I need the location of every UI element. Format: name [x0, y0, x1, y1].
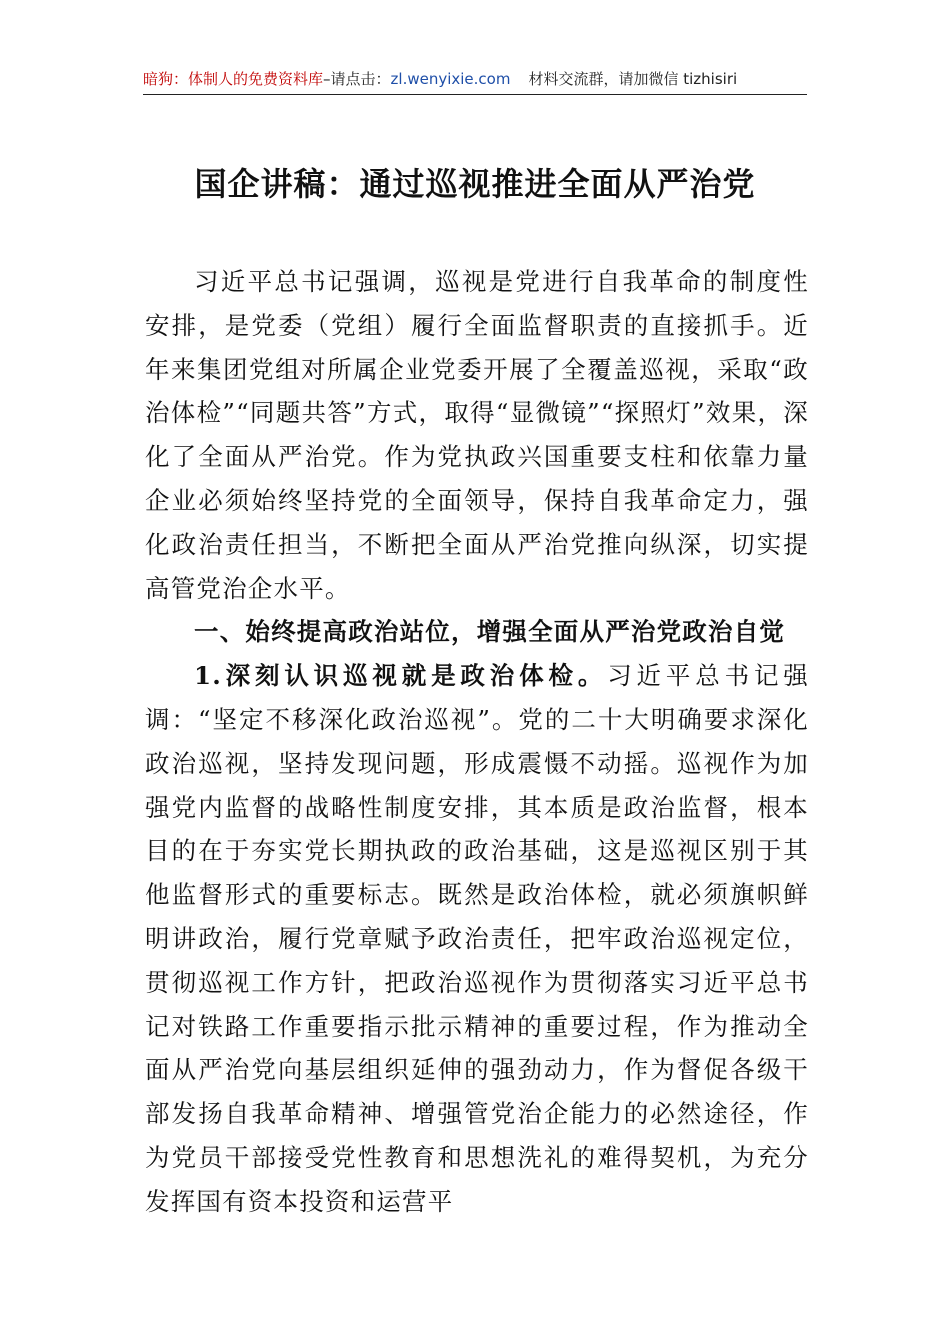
page-header	[143, 68, 807, 95]
site-name: 暗狗：体制人的免费资料库	[143, 70, 324, 88]
click-prompt: –请点击：	[323, 70, 391, 88]
point-lead-1: 1.深刻认识巡视就是政治体检。	[194, 661, 608, 691]
point-paragraph-1	[145, 654, 809, 1223]
section-heading-1: 一、始终提高政治站位，增强全面从严治党政治自觉	[194, 617, 786, 647]
document-title: 国企讲稿：通过巡视推进全面从严治党	[194, 165, 756, 203]
intro-paragraph: 习近平总书记强调，巡视是党进行自我革命的制度性安排，是党委（党组）履行全面监督职责的直接抓手。近年来集团党组对所属企业党委开展了全覆盖巡视，采取“政治体检”“同题共答”方式，取得“显微镜”“探照灯”效果，深化了全面从严治党。作为党执政兴国重要支柱和依靠力量企业必须始终坚持党的全面领导，保持自我革命定力，强化政治责任担当，不断把全面从严治党推向纵深，切实提高管党治企水平。	[145, 267, 809, 603]
group-note: 材料交流群，请加微信 tizhisiri	[528, 70, 738, 88]
point-text-1: 习近平总书记强调：“坚定不移深化政治巡视”。党的二十大明确要求深化政治巡视，坚持发现问题，形成震慑不动摇。巡视作为加强党内监督的战略性制度安排，其本质是政治监督，根本目的在于夯实党长期执政的政治基础，这是巡视区别于其他监督形式的重要标志。既然是政治体检，就必须旗帜鲜明讲政治，履行党章赋予政治责任，把牢政治巡视定位，贯彻巡视工作方针，把政治巡视作为贯彻落实习近平总书记对铁路工作重要指示批示精神的重要过程，作为推动全面从严治党向基层组织延伸的强劲动力，作为督促各级干部发扬自我革命精神、增强管党治企能力的必然途径，作为党员干部接受党性教育和思想洗礼的难得契机，为充分发挥国有资本投资和运营平	[145, 661, 809, 1216]
document-body	[145, 260, 809, 1224]
site-url-link[interactable]: zl.wenyixie.com	[390, 70, 511, 88]
